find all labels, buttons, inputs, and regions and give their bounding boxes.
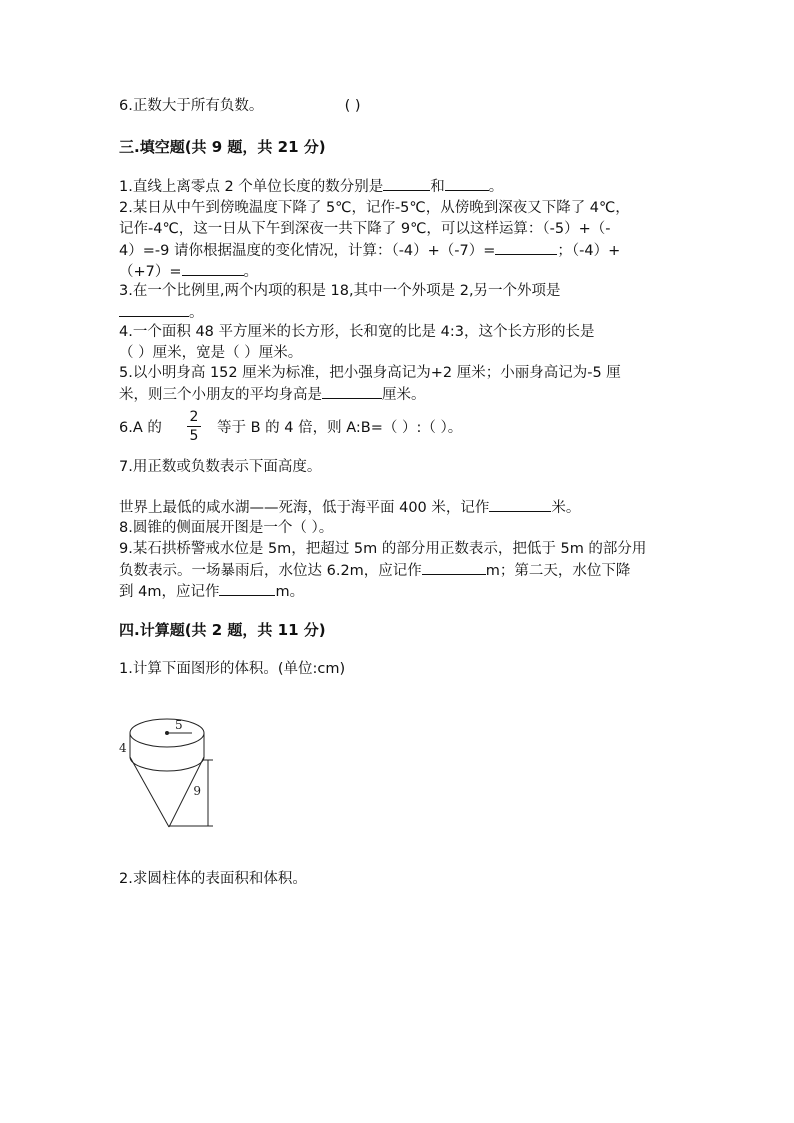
q9-text: m；第二天，水位下降 [485, 563, 631, 579]
fill-question-2-line-2: 记作-4℃，这一日从下午到深夜一共下降了 9℃，可以这样运算：（-5）+（- [119, 221, 611, 237]
q2-text: 4）=-9 请你根据温度的变化情况，计算：（-4）+（-7）= [119, 243, 496, 259]
fill-question-4-line-1: 4.一个面积 48 平方厘米的长方形，长和宽的比是 4:3，这个长方形的长是 [119, 324, 595, 340]
cylinder-height-label: 4 [119, 741, 127, 755]
answer-blank[interactable] [383, 176, 430, 191]
q7-text: 米。 [551, 500, 581, 516]
q9-text: 负数表示。一场暴雨后，水位达 6.2m，应记作 [119, 563, 422, 579]
q2-text: 。 [243, 264, 259, 280]
q9-text: m。 [275, 584, 305, 600]
radius-label: 5 [175, 718, 183, 732]
fill-question-2-line-1: 2.某日从中午到傍晚温度下降了 5℃，记作-5℃，从傍晚到深夜又下降了 4℃， [119, 200, 630, 216]
fill-question-5-line-1: 5.以小明身高 152 厘米为标准，把小强身高记为+2 厘米；小丽身高记为-5 厘 [119, 365, 621, 381]
cone-height-label: 9 [193, 784, 201, 798]
fill-question-6-rest: 等于 B 的 4 倍，则 A:B=（ ）:（ ）。 [217, 420, 463, 436]
tf-question-6-text: 6.正数大于所有负数。 [119, 98, 264, 114]
q5-text: 米，则三个小朋友的平均身高是 [119, 387, 322, 403]
q5-text: 厘米。 [382, 387, 426, 403]
answer-blank[interactable] [119, 302, 189, 317]
answer-paren[interactable]: ( ) [344, 98, 361, 114]
answer-blank[interactable] [322, 384, 382, 399]
answer-blank[interactable] [495, 240, 557, 255]
answer-blank[interactable] [445, 176, 489, 191]
answer-blank[interactable] [219, 581, 275, 596]
answer-blank[interactable] [422, 560, 486, 575]
fill-question-9-line-3 [119, 581, 304, 602]
fill-question-9-line-1: 9.某石拱桥警戒水位是 5m，把超过 5m 的部分用正数表示，把低于 5m 的部分用 [119, 541, 647, 557]
center-dot [165, 731, 169, 735]
answer-blank[interactable] [182, 261, 244, 276]
q7-text: 世界上最低的咸水湖——死海，低于海平面 400 米，记作 [119, 500, 490, 516]
cylinder-cone-figure [112, 705, 222, 835]
fill-question-1 [119, 176, 503, 197]
q2-text: （+7）= [119, 264, 182, 280]
q2-text: ；（-4）+ [557, 243, 621, 259]
q1-text: 1.直线上离零点 2 个单位长度的数分别是 [119, 179, 384, 195]
q9-text: 到 4m，应记作 [119, 584, 220, 600]
calc-question-1: 1.计算下面图形的体积。(单位:cm) [119, 661, 346, 677]
calc-question-2: 2.求圆柱体的表面积和体积。 [119, 871, 307, 887]
section-4-heading: 四.计算题(共 2 题，共 11 分) [119, 621, 326, 639]
fill-question-4-line-2: （ ）厘米，宽是（ ）厘米。 [119, 345, 303, 361]
fill-question-3-line-1: 3.在一个比例里,两个内项的积是 18,其中一个外项是 2,另一个外项是 [119, 283, 561, 299]
cone-left-edge [130, 757, 169, 827]
fill-question-9-line-2 [119, 560, 630, 581]
tf-question-6 [119, 96, 361, 116]
q1-mid: 和 [430, 179, 445, 195]
q3-end: 。 [189, 305, 204, 321]
section-3-heading: 三.填空题(共 9 题，共 21 分) [119, 138, 326, 156]
q1-end: 。 [488, 179, 504, 195]
fraction-bar [187, 426, 201, 427]
fill-question-8: 8.圆锥的侧面展开图是一个（ ）。 [119, 520, 334, 536]
fraction-numerator: 2 [189, 409, 199, 425]
fraction-two-fifths [187, 409, 201, 444]
fill-question-5-line-2 [119, 384, 426, 405]
fill-question-7-line-2 [119, 497, 580, 518]
fill-question-7-line-1: 7.用正数或负数表示下面高度。 [119, 459, 322, 475]
fill-question-6-prefix: 6.A 的 [119, 420, 162, 436]
fill-question-2-line-4 [119, 261, 258, 282]
fill-question-3-line-2 [119, 302, 204, 323]
cylinder-bottom-arc [130, 757, 204, 771]
answer-blank[interactable] [489, 497, 551, 512]
fraction-denominator: 5 [189, 428, 199, 444]
fill-question-2-line-3 [119, 240, 620, 261]
